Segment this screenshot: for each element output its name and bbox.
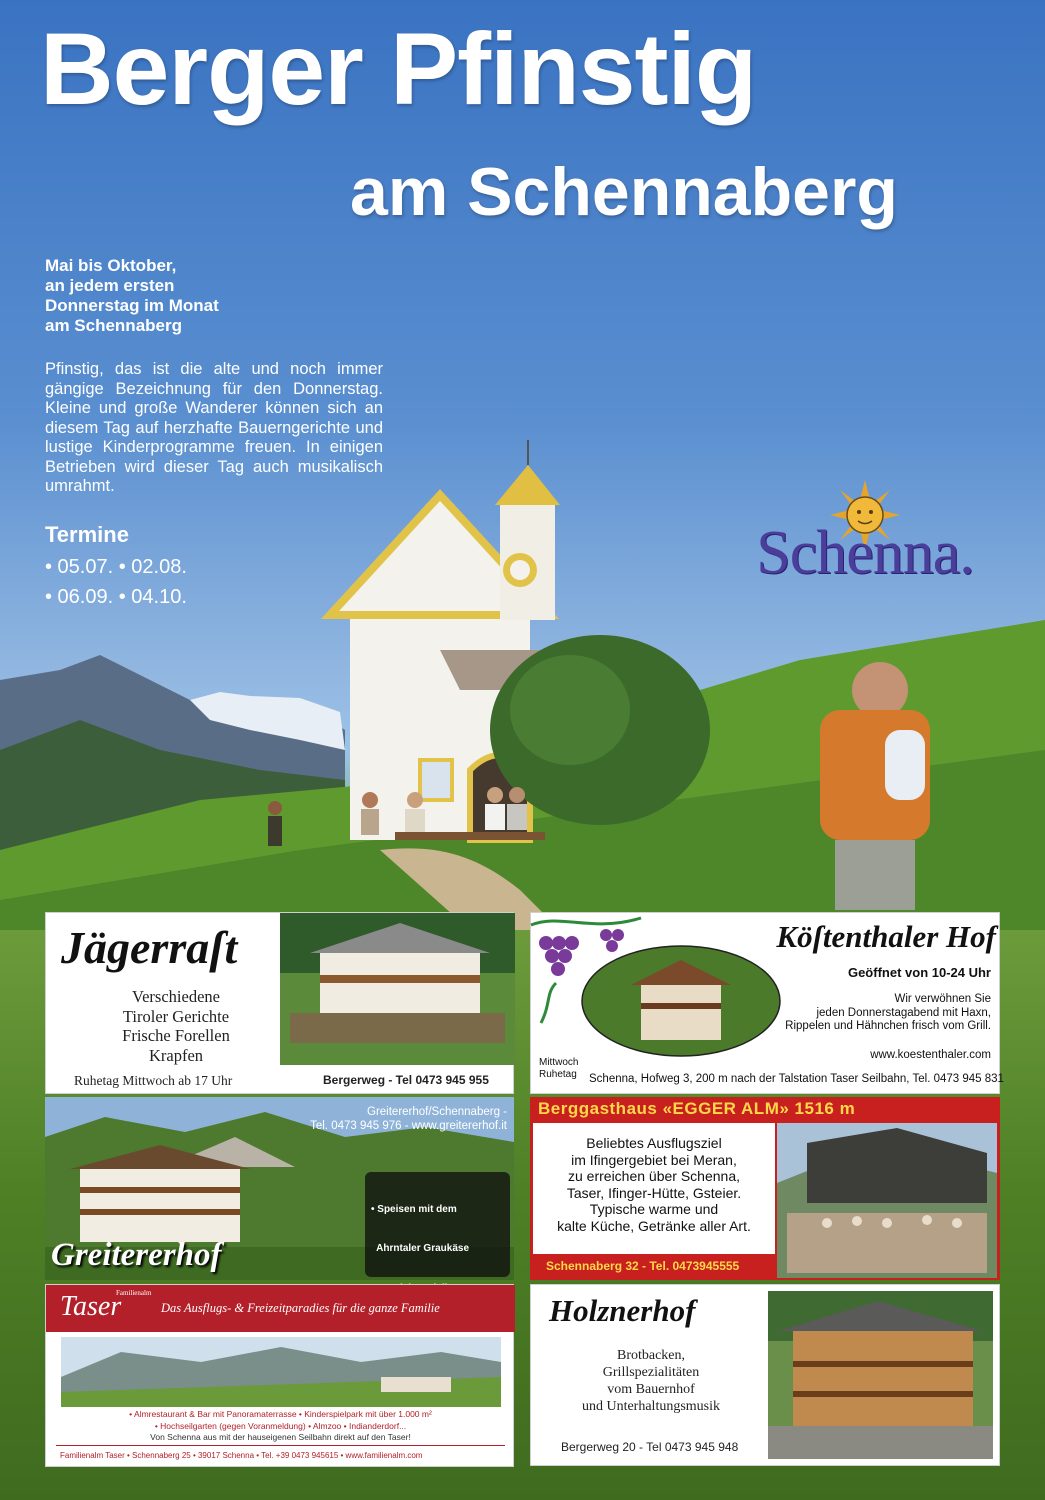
lead-line: am Schennaberg (45, 316, 182, 335)
closed-line: Ruhetag (539, 1069, 577, 1080)
feature-line: • Hochseilgarten (gegen Voranmeldung) • Almzoo • Indianderdorf... (154, 1420, 407, 1431)
dates-heading: Termine (45, 522, 129, 547)
brand-small: Familienalm (116, 1289, 152, 1297)
lead-text (45, 256, 385, 336)
lead-line: Mai bis Oktober, (45, 256, 177, 275)
text-line: Grillspezialitäten (602, 1365, 700, 1380)
ad-text-box (533, 1123, 775, 1254)
text-line: Taser, Ifinger-Hütte, Gsteier. (566, 1184, 742, 1201)
ad-description (551, 1347, 751, 1415)
features-box (365, 1172, 510, 1277)
closed-day: Ruhetag Mittwoch ab 17 Uhr (74, 1073, 233, 1088)
ad-taser[interactable] (45, 1284, 514, 1467)
closed-day (539, 1057, 578, 1081)
feature-line: • Speisen mit dem (371, 1203, 457, 1215)
tree-and-hiker (490, 610, 950, 910)
holznerhof-photo (768, 1291, 993, 1459)
text-line: Rippelen und Hähnchen frisch vom Grill. (785, 1020, 991, 1032)
menu-item: Frische Forellen (122, 1026, 230, 1045)
slogan: Das Ausflugs- & Freizeitparadies für die ganze Familie (161, 1301, 440, 1315)
ad-title: Jägerraſt (61, 922, 238, 973)
ad-footer: Familienalm Taser • Schennaberg 25 • 39017 Schenna • Tel. +39 0473 945615 • www.familienalm.com (60, 1451, 423, 1460)
text-line: jeden Donnerstagabend mit Haxn, (816, 1006, 991, 1019)
alm-photo (61, 1337, 501, 1407)
text-line: zu erreichen über Schenna, (568, 1168, 740, 1184)
menu-item: Krapfen (148, 1045, 204, 1065)
taser-banner (46, 1285, 515, 1332)
ad-egger-alm[interactable] (530, 1097, 1000, 1280)
text-line: kalte Küche, Getränke aller Art. (557, 1217, 751, 1234)
dates-line: • 06.09. • 04.10. (45, 586, 187, 608)
divider (56, 1445, 505, 1446)
schenna-logo (730, 480, 1000, 590)
ad-holznerhof[interactable] (530, 1284, 1000, 1466)
text-line: Brotbacken, (616, 1348, 686, 1363)
ad-title: Greitererhof (51, 1237, 222, 1273)
menu-list (66, 987, 286, 1065)
text-line: und Unterhaltungsmusik (581, 1399, 721, 1414)
contact-line: Tel. 0473 945 976 - www.greitererhof.it (310, 1120, 507, 1132)
menu-item: Tiroler Gerichte (122, 1006, 230, 1026)
lead-line: Donnerstag im Monat (45, 296, 219, 315)
feature-line: Von Schenna aus mit der hauseigenen Seilbahn direkt auf den Taser! (150, 1432, 411, 1442)
ad-banner: Berggasthaus «EGGER ALM» 1516 m (538, 1099, 856, 1118)
ad-contact (265, 1105, 507, 1133)
dates-line: • 05.07. • 02.08. (45, 556, 187, 578)
people-on-bench (255, 780, 555, 860)
lead-line: an jedem ersten (45, 276, 175, 295)
logo-wordmark: Schenna. (756, 519, 974, 587)
farmhouse-photo (581, 945, 781, 1057)
ad-jaegerrast[interactable] (45, 912, 514, 1094)
feature-line: • Almrestaurant & Bar mit Panoramaterrasse • Kinderspielpark mit über 1.000 m² (129, 1409, 432, 1419)
feature-line: Ahrntaler Graukäse (371, 1243, 470, 1255)
ad-contact: Schennaberg 32 - Tel. 0473945555 (546, 1259, 740, 1273)
menu-item: Verschiedene (132, 987, 220, 1006)
text-line: vom Bauernhof (607, 1382, 695, 1397)
page-title: Berger Pfinstig (40, 12, 757, 126)
website-link[interactable]: www.koestenthaler.com (870, 1049, 991, 1061)
contact-line: Greitererhof/Schennaberg - (367, 1106, 507, 1118)
closed-line: Mittwoch (539, 1057, 579, 1068)
ad-title: Köſtenthaler Hof (776, 919, 996, 954)
text-line: Typische warme und (589, 1201, 719, 1217)
page-subtitle: am Schennaberg (350, 154, 898, 230)
brand-name: Taser (60, 1291, 122, 1322)
text-line: Wir verwöhnen Sie (894, 993, 991, 1005)
ad-description (771, 993, 991, 1034)
ad-title: Holznerhof (549, 1293, 696, 1328)
inn-photo (280, 913, 515, 1065)
text-line: Beliebtes Ausflugsziel (586, 1135, 722, 1151)
ad-contact: Bergerweg 20 - Tel 0473 945 948 (561, 1440, 739, 1454)
features (46, 1409, 515, 1444)
ad-greitererhof[interactable] (45, 1097, 514, 1280)
ad-contact: Bergerweg - Tel 0473 945 955 (323, 1073, 489, 1087)
ad-address: Schenna, Hofweg 3, 200 m nach der Talstation Taser Seilbahn, Tel. 0473 945 831 (589, 1073, 1004, 1085)
ad-koestenthaler[interactable] (530, 912, 1004, 1094)
opening-hours: Geöffnet von 10-24 Uhr (847, 965, 991, 980)
intro-paragraph: Pfinstig, das ist die alte und noch immer gängige Bezeichnung für den Donnerstag. Kleine und große Wanderer können sich an diesem Tag auf herzhafte Bauerngerichte und lustige Kinderprogramme freuen. In einigen Betrieben wird dieser Tag auch musikalisch umrahmt. (45, 360, 383, 495)
terrace-photo (777, 1123, 997, 1278)
text-line: im Ifingergebiet bei Meran, (571, 1151, 737, 1168)
